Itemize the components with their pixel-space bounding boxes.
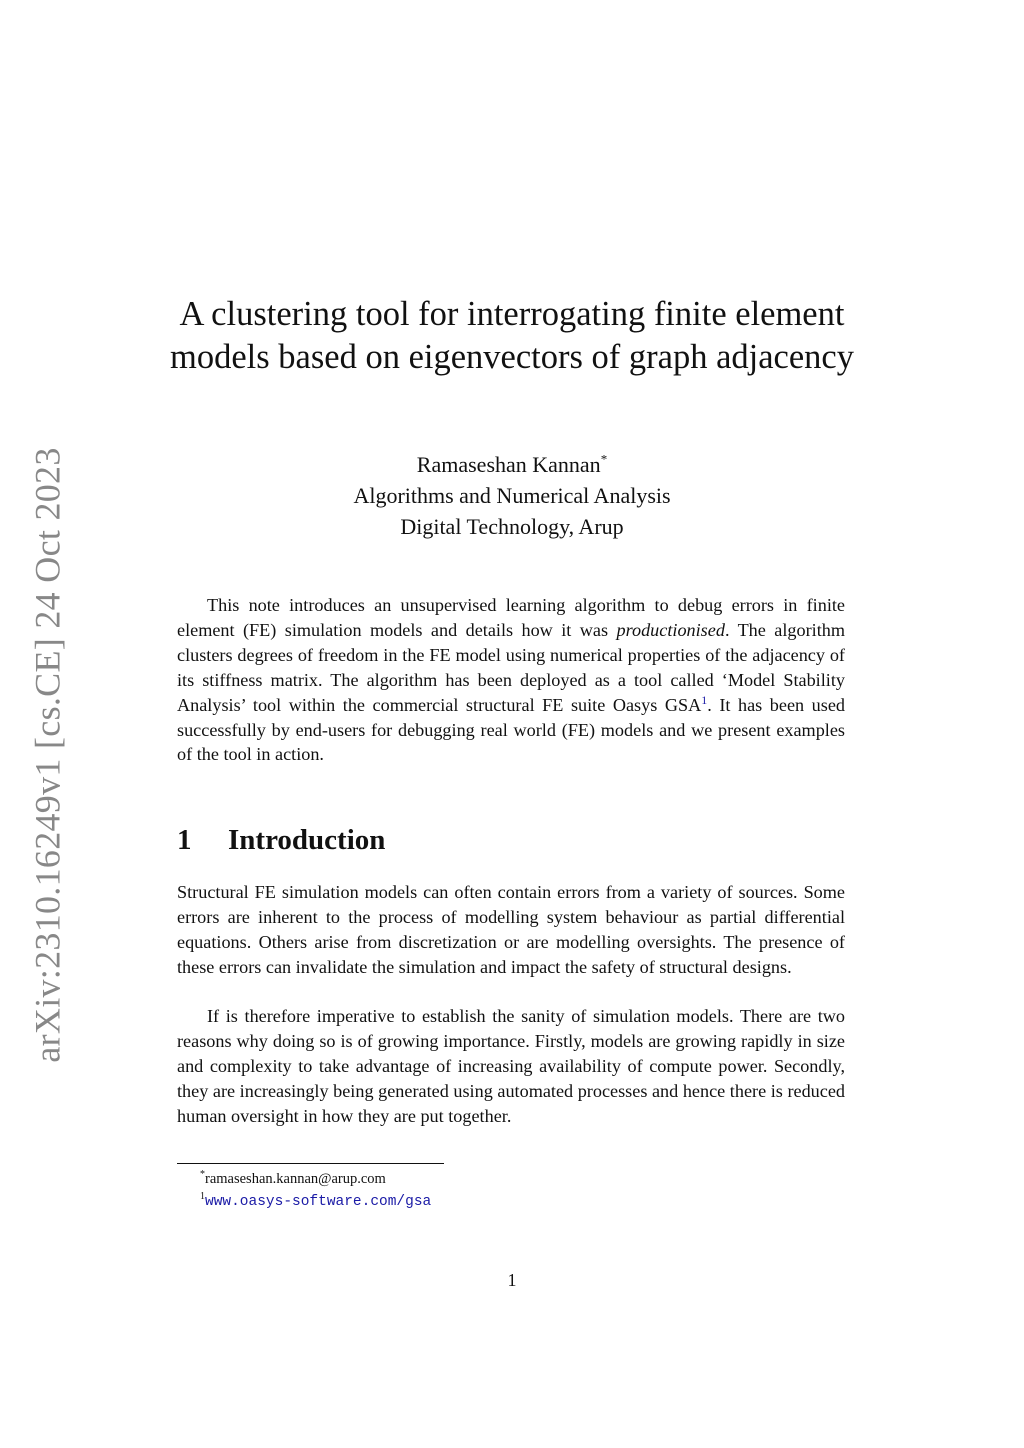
footnote-url-link[interactable]: www.oasys-software.com/gsa [205, 1194, 432, 1210]
footnotes [200, 1168, 431, 1213]
author-organization: Digital Technology, Arup [400, 514, 624, 539]
author-group: Algorithms and Numerical Analysis [353, 483, 671, 508]
footnote-url [200, 1190, 431, 1213]
author-footnote-mark[interactable]: * [600, 451, 608, 467]
abstract-part3: . It has been used successfully by end-users for debugging real world (FE) models and we present examples of the tool in action. [177, 694, 845, 765]
paragraph: If is therefore imperative to establish the sanity of simulation models. There are two reasons why doing so is of growing importance. Firstly, models are growing rapidly in size and complexity to take advantage of increasing availability of compute power. Secondly, they are increasingly being generated using automated processes and hence there is reduced human oversight in how they are put together. [177, 1006, 845, 1126]
footnote-email-text[interactable]: ramaseshan.kannan@arup.com [205, 1171, 386, 1187]
arxiv-identifier [24, 447, 72, 1063]
footnote-mark: * [200, 1169, 205, 1181]
paragraph: Structural FE simulation models can often contain errors from a variety of sources. Some errors are inherent to the process of modelling system behaviour as partial differential equations. Others arise from discretization or are modelling oversights. The presence of these errors can invalidate the simulation and impact the safety of structural designs. [177, 882, 845, 977]
footnote-link-1[interactable]: 1 [701, 692, 708, 707]
author-block [160, 449, 864, 542]
page-number: 1 [507, 1270, 517, 1290]
abstract [177, 593, 845, 767]
arxiv-identifier-text: arXiv:2310.16249v1 [cs.CE] 24 Oct 2023 [28, 447, 69, 1063]
footnote-email [200, 1168, 431, 1190]
footnote-divider [177, 1163, 444, 1164]
section-heading [177, 824, 385, 857]
author-line [160, 449, 864, 480]
section-number: 1 [177, 824, 192, 856]
paper-title: A clustering tool for interrogating finite element models based on eigenvectors of graph adjacency [170, 295, 854, 376]
section-title: Introduction [228, 824, 386, 856]
author-name: Ramaseshan Kannan [416, 452, 601, 477]
abstract-part2: . The algorithm clusters degrees of freedom in the FE model using numerical properties of the adjacency of its stiffness matrix. The algorithm has been deployed as a tool called ‘Model Stability Analysis’ tool within the commercial structural FE suite Oasys GSA [177, 619, 845, 715]
abstract-emphasis: productionised [616, 619, 725, 640]
footnote-mark: 1 [200, 1191, 205, 1203]
abstract-part1: This note introduces an unsupervised learning algorithm to debug errors in finite element (FE) simulation models and details how it was [177, 595, 845, 640]
